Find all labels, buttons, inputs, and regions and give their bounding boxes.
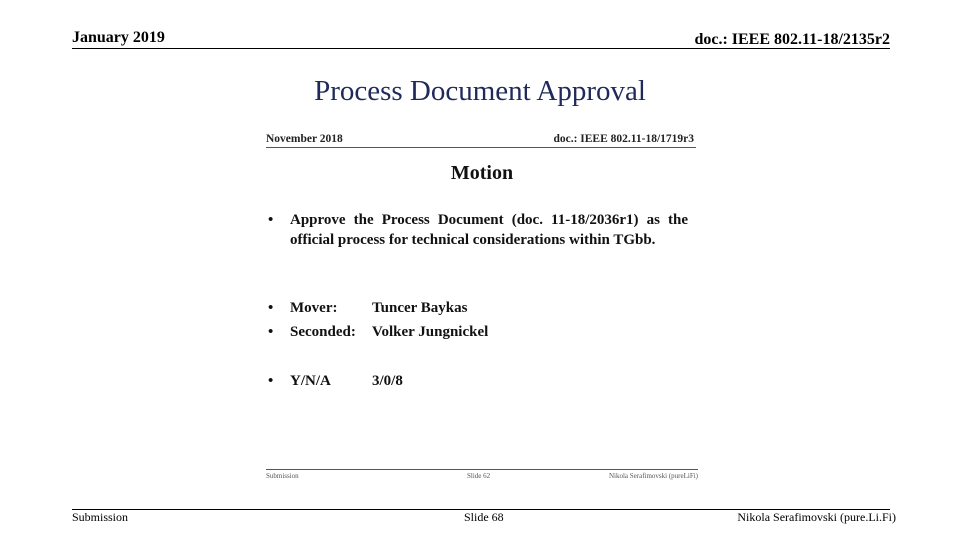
- embedded-footer-divider: [266, 469, 698, 470]
- embedded-footer-right: Nikola Serafimovski (pureLiFi): [608, 472, 698, 480]
- vote-value: 3/0/8: [372, 373, 403, 389]
- header-divider: [72, 48, 890, 49]
- embedded-header-divider: [266, 147, 696, 148]
- seconded-value: Volker Jungnickel: [372, 324, 489, 340]
- embedded-footer-center: Slide 62: [467, 472, 491, 480]
- header-date: January 2019: [72, 29, 165, 46]
- embedded-header-date: November 2018: [266, 133, 343, 145]
- mover-label: Mover:: [290, 300, 338, 316]
- mover-value: Tuncer Baykas: [372, 300, 468, 316]
- bullet-glyph: •: [268, 324, 274, 340]
- bullet-glyph: •: [268, 300, 274, 316]
- embedded-header-doc: doc.: IEEE 802.11-18/1719r3: [553, 133, 694, 145]
- embedded-slide-image: [262, 128, 702, 484]
- bullet-vote: [268, 371, 403, 391]
- slide-title: Process Document Approval: [314, 75, 646, 107]
- vote-label: Y/N/A: [290, 373, 331, 389]
- bullet-glyph: •: [268, 212, 274, 228]
- seconded-label: Seconded:: [290, 324, 356, 340]
- bullet-mover: [268, 298, 467, 318]
- footer-submission: Submission: [72, 510, 129, 524]
- bullet-approve-text: Approve the Process Document (doc. 11-18/2036r1) as the official process for technical considerations within TGbb.: [290, 212, 688, 248]
- header-doc-number: doc.: IEEE 802.11-18/2135r2: [694, 31, 890, 48]
- bullet-approve: [268, 210, 690, 250]
- footer-author: Nikola Serafimovski (pure.Li.Fi): [737, 510, 896, 524]
- embedded-footer-left: Submission: [266, 472, 299, 480]
- footer-slide-number: Slide 68: [464, 510, 504, 524]
- bullet-seconded: [268, 322, 488, 342]
- embedded-slide-title: Motion: [450, 162, 514, 184]
- bullet-glyph: •: [268, 373, 274, 389]
